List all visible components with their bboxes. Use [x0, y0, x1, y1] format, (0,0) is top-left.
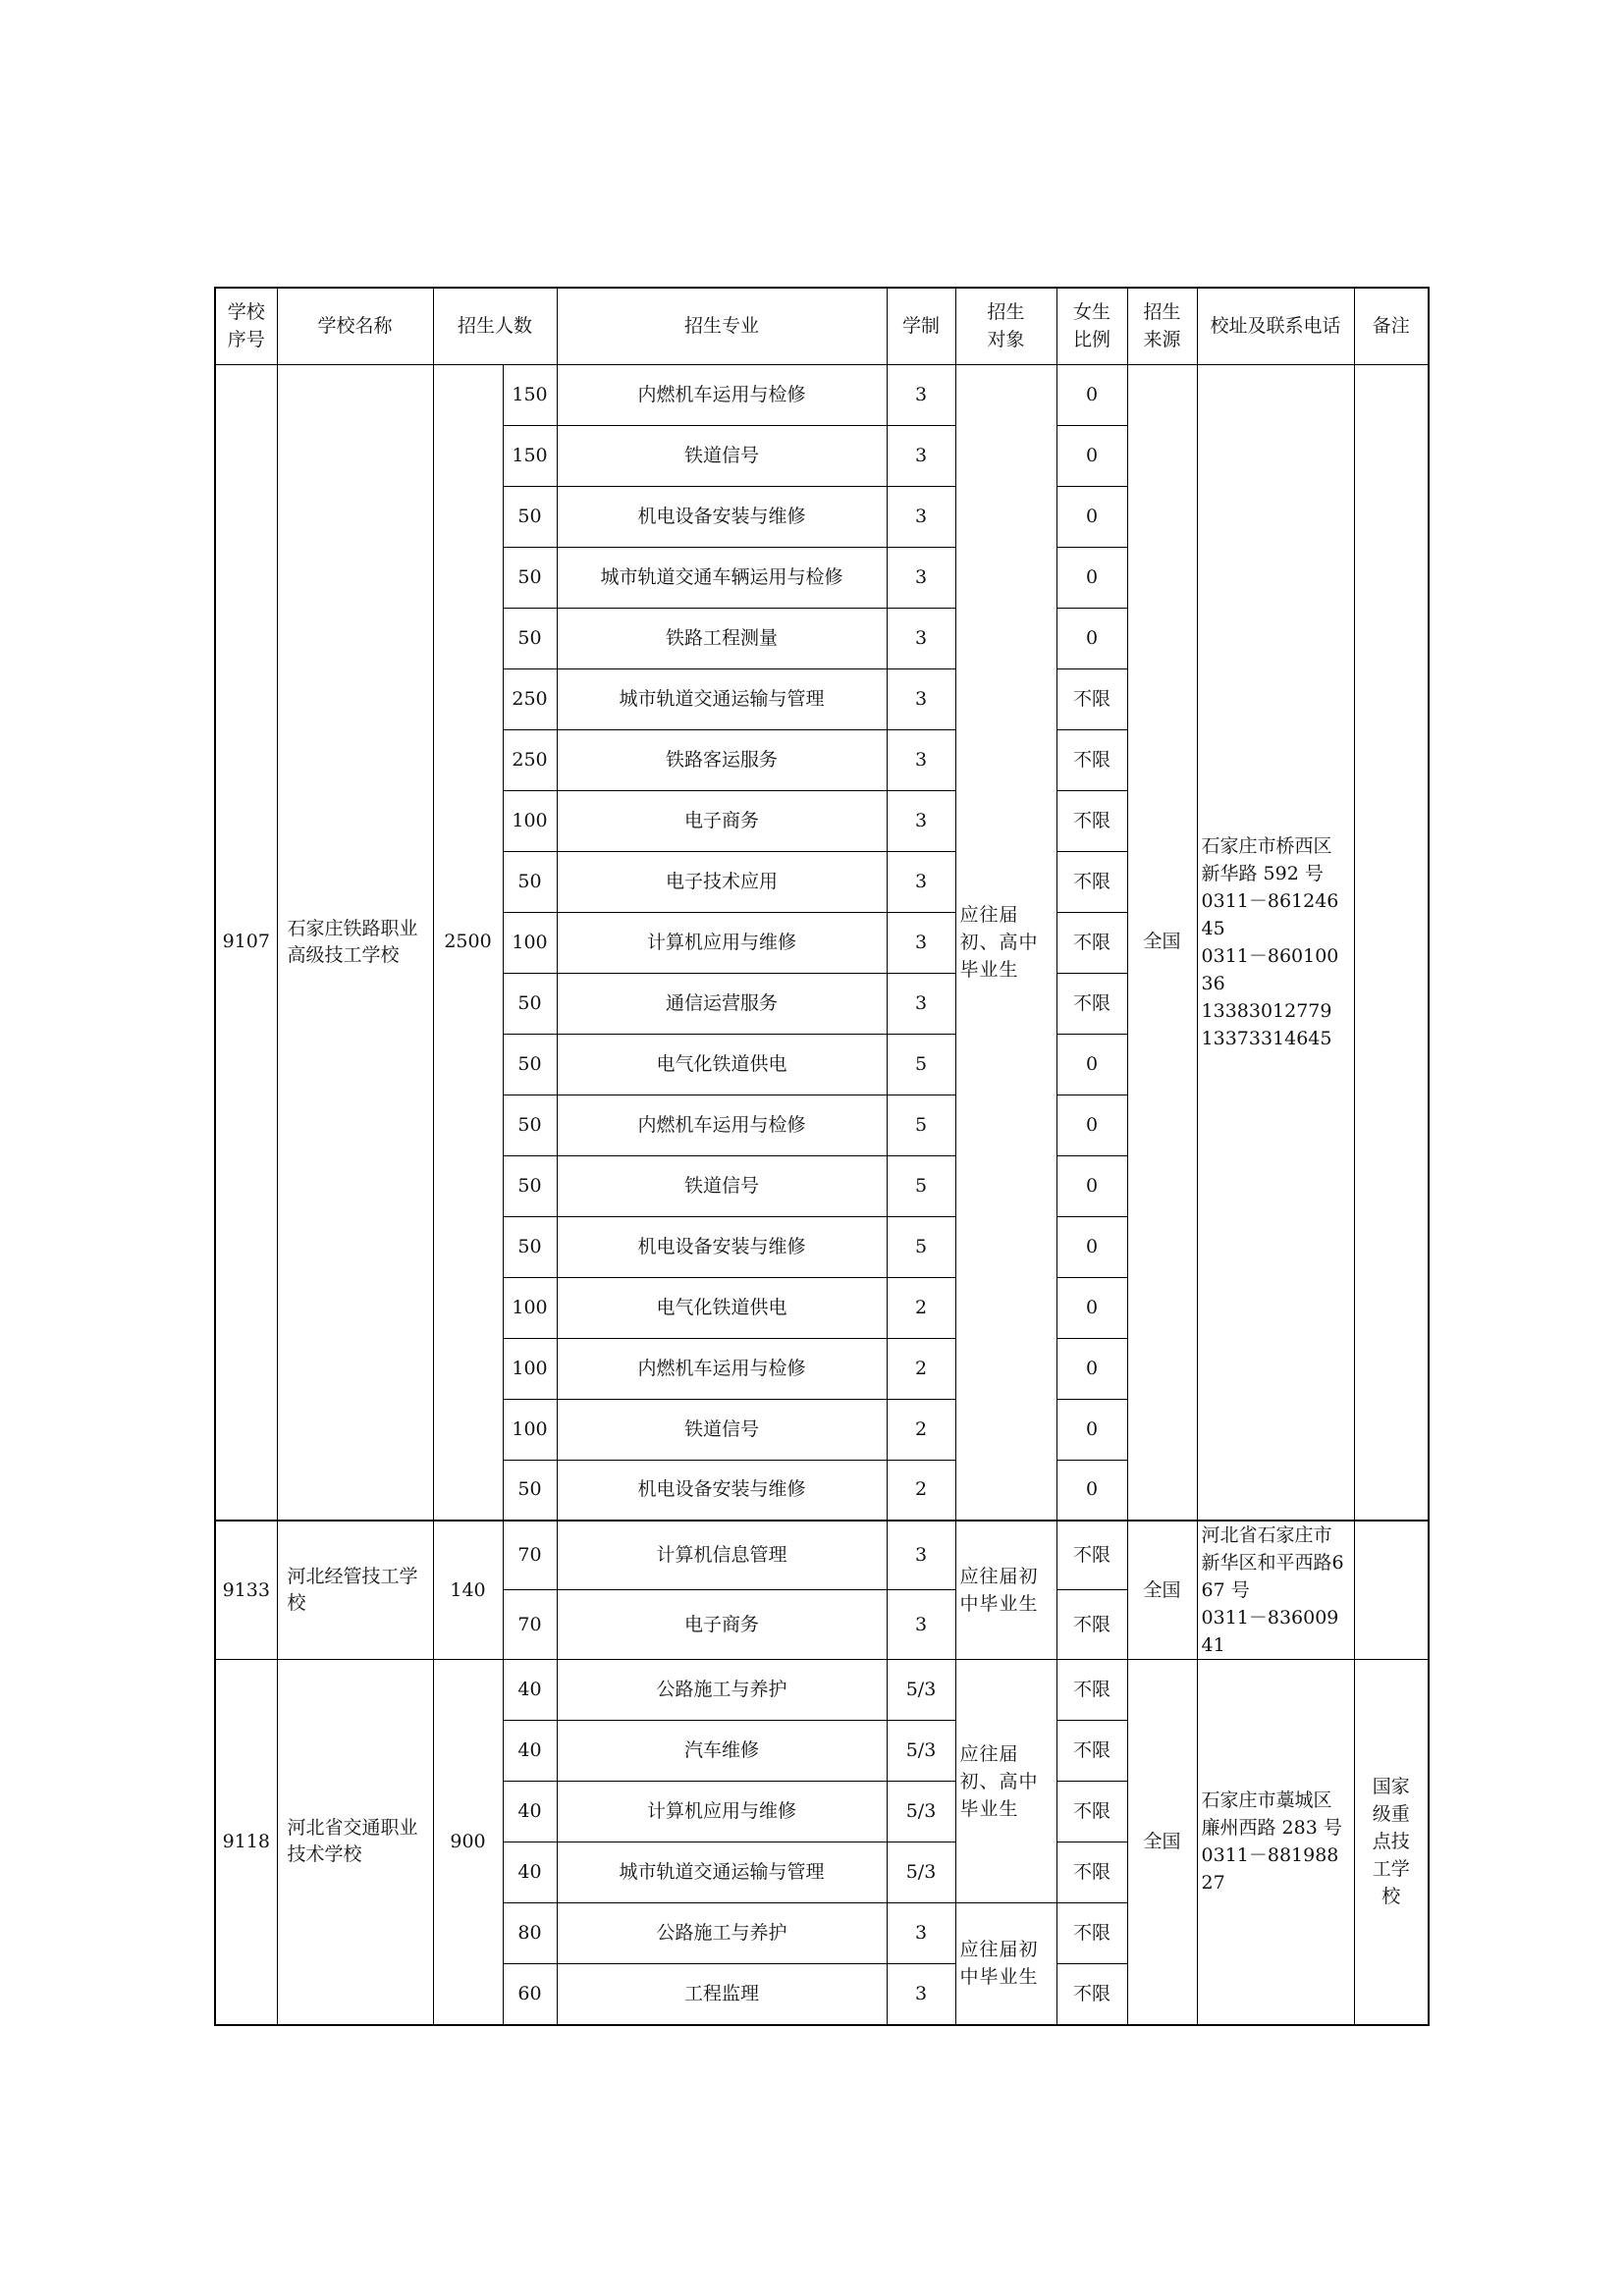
major-count: 150: [503, 364, 557, 425]
enrollment-table: [214, 287, 1430, 2026]
school-remark: 国家级重点技工学校: [1354, 1660, 1429, 2025]
header-target: 招生 对象: [955, 288, 1056, 364]
school-total: 2500: [433, 364, 503, 1521]
school-address: 石家庄市藁城区廉州西路 283 号 0311－88198827: [1197, 1660, 1354, 2025]
major-count: 100: [503, 912, 557, 973]
major-female: 0: [1056, 1338, 1127, 1399]
major-female: 0: [1056, 1155, 1127, 1216]
major-years: 2: [887, 1277, 955, 1338]
school-target: 应往届初中毕业生: [955, 1903, 1056, 2025]
school-total: 900: [433, 1660, 503, 2025]
major-female: 不限: [1056, 1721, 1127, 1782]
school-code: 9118: [215, 1660, 277, 2025]
major-female: 不限: [1056, 1521, 1127, 1590]
major-female: 0: [1056, 486, 1127, 547]
table-row: [215, 1521, 1429, 1590]
major-female: 0: [1056, 1034, 1127, 1095]
major-years: 5/3: [887, 1782, 955, 1842]
major-years: 5: [887, 1095, 955, 1155]
major-years: 5/3: [887, 1721, 955, 1782]
major-female: 不限: [1056, 1660, 1127, 1721]
major-count: 80: [503, 1903, 557, 1964]
header-school-name: 学校名称: [277, 288, 433, 364]
major-female: 0: [1056, 1216, 1127, 1277]
major-female: 不限: [1056, 729, 1127, 790]
major-female: 0: [1056, 1460, 1127, 1521]
major-count: 60: [503, 1964, 557, 2025]
major-count: 70: [503, 1521, 557, 1590]
major-name: 工程监理: [557, 1964, 887, 2025]
header-remark: 备注: [1354, 288, 1429, 364]
major-years: 3: [887, 425, 955, 486]
school-target: 应往届初、高中毕业生: [955, 364, 1056, 1521]
major-years: 3: [887, 547, 955, 608]
major-years: 3: [887, 1521, 955, 1590]
major-name: 铁路客运服务: [557, 729, 887, 790]
major-years: 2: [887, 1460, 955, 1521]
major-years: 3: [887, 1903, 955, 1964]
major-female: 不限: [1056, 1903, 1127, 1964]
major-female: 不限: [1056, 1590, 1127, 1660]
major-years: 5: [887, 1155, 955, 1216]
major-count: 40: [503, 1721, 557, 1782]
major-female: 0: [1056, 1095, 1127, 1155]
major-name: 电子商务: [557, 790, 887, 851]
header-source: 招生 来源: [1127, 288, 1197, 364]
major-female: 不限: [1056, 912, 1127, 973]
major-name: 机电设备安装与维修: [557, 1460, 887, 1521]
major-female: 0: [1056, 364, 1127, 425]
major-female: 不限: [1056, 668, 1127, 729]
school-source: 全国: [1127, 1660, 1197, 2025]
major-years: 3: [887, 851, 955, 912]
major-female: 不限: [1056, 1842, 1127, 1903]
major-years: 2: [887, 1338, 955, 1399]
major-female: 不限: [1056, 790, 1127, 851]
header-row: [215, 288, 1429, 364]
school-code: 9107: [215, 364, 277, 1521]
major-name: 计算机应用与维修: [557, 912, 887, 973]
major-years: 5: [887, 1216, 955, 1277]
school-name: 河北省交通职业技术学校: [277, 1660, 433, 2025]
major-years: 3: [887, 668, 955, 729]
major-count: 40: [503, 1842, 557, 1903]
school-name: 河北经管技工学校: [277, 1521, 433, 1660]
major-name: 城市轨道交通车辆运用与检修: [557, 547, 887, 608]
major-name: 铁道信号: [557, 1155, 887, 1216]
header-major: 招生专业: [557, 288, 887, 364]
school-address: 河北省石家庄市新华区和平西路667 号 0311－83600941: [1197, 1521, 1354, 1660]
major-years: 3: [887, 973, 955, 1034]
major-name: 铁道信号: [557, 1399, 887, 1460]
major-name: 电子技术应用: [557, 851, 887, 912]
major-name: 内燃机车运用与检修: [557, 364, 887, 425]
major-count: 100: [503, 1338, 557, 1399]
major-female: 不限: [1056, 1964, 1127, 2025]
major-count: 100: [503, 1277, 557, 1338]
major-count: 50: [503, 608, 557, 668]
major-years: 3: [887, 790, 955, 851]
school-address: 石家庄市桥西区 新华路 592 号 0311－86124645 0311－86010036 13383012779 13373314645: [1197, 364, 1354, 1521]
school-total: 140: [433, 1521, 503, 1660]
major-name: 汽车维修: [557, 1721, 887, 1782]
major-female: 0: [1056, 1399, 1127, 1460]
school-source: 全国: [1127, 1521, 1197, 1660]
major-female: 0: [1056, 425, 1127, 486]
major-female: 0: [1056, 547, 1127, 608]
major-name: 公路施工与养护: [557, 1660, 887, 1721]
major-name: 内燃机车运用与检修: [557, 1095, 887, 1155]
major-name: 通信运营服务: [557, 973, 887, 1034]
major-name: 铁道信号: [557, 425, 887, 486]
major-years: 3: [887, 1590, 955, 1660]
major-years: 3: [887, 1964, 955, 2025]
major-years: 2: [887, 1399, 955, 1460]
table-row: [215, 1660, 1429, 1721]
major-count: 100: [503, 1399, 557, 1460]
major-years: 3: [887, 912, 955, 973]
major-name: 城市轨道交通运输与管理: [557, 1842, 887, 1903]
major-count: 250: [503, 668, 557, 729]
major-count: 50: [503, 1095, 557, 1155]
major-female: 0: [1056, 608, 1127, 668]
header-years: 学制: [887, 288, 955, 364]
school-remark: [1354, 1521, 1429, 1660]
major-name: 公路施工与养护: [557, 1903, 887, 1964]
major-name: 内燃机车运用与检修: [557, 1338, 887, 1399]
major-count: 50: [503, 486, 557, 547]
major-count: 100: [503, 790, 557, 851]
major-count: 50: [503, 851, 557, 912]
major-name: 铁路工程测量: [557, 608, 887, 668]
major-count: 50: [503, 1216, 557, 1277]
major-years: 5: [887, 1034, 955, 1095]
major-count: 50: [503, 547, 557, 608]
major-count: 150: [503, 425, 557, 486]
major-count: 40: [503, 1782, 557, 1842]
table-row: [215, 364, 1429, 425]
major-female: 不限: [1056, 973, 1127, 1034]
major-years: 3: [887, 608, 955, 668]
major-name: 计算机信息管理: [557, 1521, 887, 1590]
major-female: 不限: [1056, 1782, 1127, 1842]
major-name: 电气化铁道供电: [557, 1034, 887, 1095]
major-years: 5/3: [887, 1660, 955, 1721]
header-female-ratio: 女生 比例: [1056, 288, 1127, 364]
major-female: 不限: [1056, 851, 1127, 912]
major-count: 70: [503, 1590, 557, 1660]
major-female: 0: [1056, 1277, 1127, 1338]
major-name: 电子商务: [557, 1590, 887, 1660]
major-years: 5/3: [887, 1842, 955, 1903]
major-years: 3: [887, 729, 955, 790]
major-count: 250: [503, 729, 557, 790]
major-count: 40: [503, 1660, 557, 1721]
major-years: 3: [887, 486, 955, 547]
major-name: 电气化铁道供电: [557, 1277, 887, 1338]
major-count: 50: [503, 973, 557, 1034]
school-target: 应往届初中毕业生: [955, 1521, 1056, 1660]
school-remark: [1354, 364, 1429, 1521]
major-years: 3: [887, 364, 955, 425]
school-target: 应往届初、高中毕业生: [955, 1660, 1056, 1903]
major-name: 机电设备安装与维修: [557, 486, 887, 547]
school-code: 9133: [215, 1521, 277, 1660]
major-name: 城市轨道交通运输与管理: [557, 668, 887, 729]
header-address: 校址及联系电话: [1197, 288, 1354, 364]
major-count: 50: [503, 1155, 557, 1216]
major-count: 50: [503, 1034, 557, 1095]
major-count: 50: [503, 1460, 557, 1521]
major-name: 计算机应用与维修: [557, 1782, 887, 1842]
header-school-code: 学校 序号: [215, 288, 277, 364]
major-name: 机电设备安装与维修: [557, 1216, 887, 1277]
header-quota: 招生人数: [433, 288, 557, 364]
school-source: 全国: [1127, 364, 1197, 1521]
school-name: 石家庄铁路职业高级技工学校: [277, 364, 433, 1521]
